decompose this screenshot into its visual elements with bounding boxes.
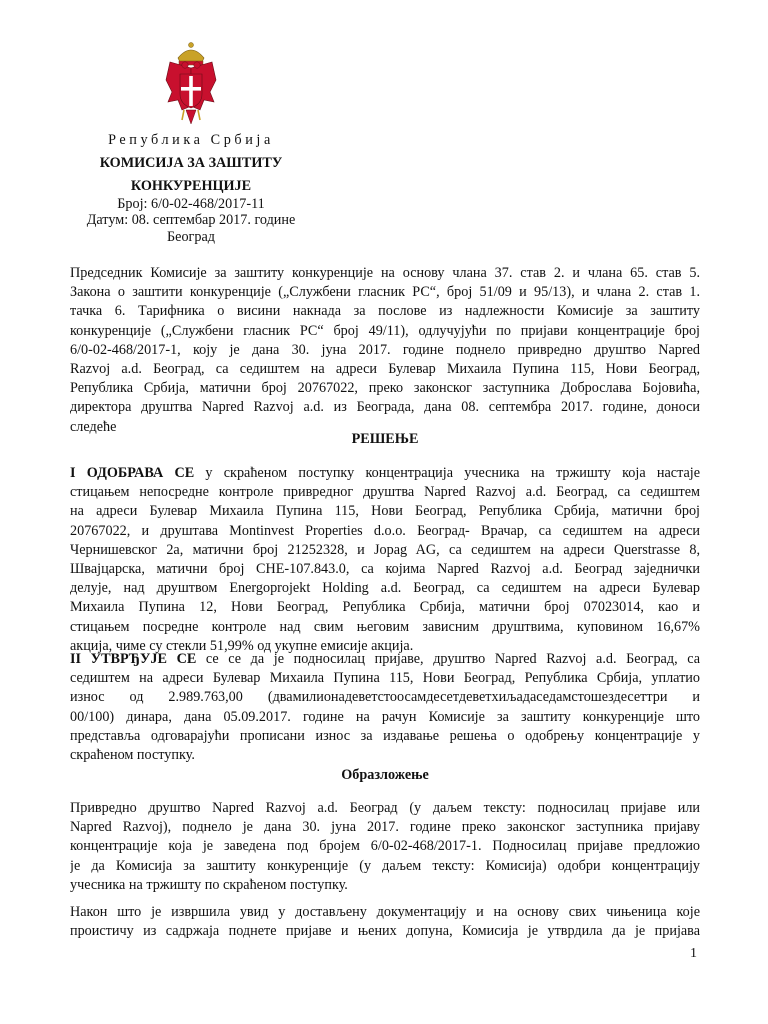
page-number: 1: [690, 946, 697, 961]
text-line: Након што је извршила увид у достављену документацију и на основу свих чињеница које: [70, 904, 700, 920]
section-one-first-line: у скраћеном поступку концентрација учесника на тржишту која настаје: [194, 465, 700, 481]
text-line: представља одговарајући прописани износ за издавање решења о одобрењу концентрације у: [70, 727, 700, 744]
text-line: следеће: [70, 418, 117, 435]
text-line: Михаила Пупина 12, Нови Београд, Република Србија, матични број 07023014, као и: [70, 599, 700, 616]
document-date: Датум: 08. септембар 2017. године: [86, 212, 296, 228]
text-line: акција, чиме су стекли 51,99% од укупне емисије акција.: [70, 637, 414, 654]
country-name: Република Србија: [108, 132, 274, 148]
text-line: Закона о заштити конкуренције („Службени гласник РС“, број 51/09 и 95/13), и члана 2. став 1.: [70, 284, 700, 301]
document-city: Београд: [167, 229, 215, 245]
text-line: делује, над друштвом Energoprojekt Holding a.d. Београд, са седиштем на адреси Булевар: [70, 580, 700, 597]
text-line: Председник Комисије за заштиту конкуренције на основу члана 37. став 2. и члана 65. став 5.: [70, 265, 700, 281]
text-line: скраћеном поступку.: [70, 746, 195, 763]
text-line: стицањем непосредне контроле привредног друштва Napred Razvoj a.d. Београд, са седиштем: [70, 484, 700, 501]
text-line: 6/0-02-468/2017-1, коју је дана 30. јуна 2017. године поднело привредно друштво Napred: [70, 341, 700, 358]
text-line: на адреси Булевар Михаила Пупина 115, Нови Београд, Република Србија, матични број: [70, 503, 700, 520]
intro-paragraph: [70, 264, 700, 437]
decision-heading: РЕШЕЊЕ: [351, 431, 419, 447]
text-line: Napred Razvoj), поднело је дана 30. јуна 2017. године преко законског заступника пријаву: [70, 819, 700, 836]
section-one-paragraph: [70, 464, 700, 656]
text-line: Razvoj a.d. Београд, са седиштем на адреси Булевар Михаила Пупина 115, Нови Београд,: [70, 360, 700, 377]
text-line: је да Комисија за заштиту конкуренције (у даљем тексту: Комисија) одобри концентрацију: [70, 857, 700, 874]
section-two-paragraph: [70, 650, 700, 765]
text-line: Република Србија, матични број 20767022, преко законског заступника Доброслава Бојовића,: [70, 380, 700, 397]
text-line: Швајцарска, матични број CHE-107.843.0, са којима Napred Razvoj a.d. Београд заједнички: [70, 560, 700, 577]
text-line: конкуренције („Службени гласник РС“ број 49/11), одлучујући по пријави концентрације број: [70, 322, 700, 339]
text-line: 00/100) динара, дана 05.09.2017. године на рачун Комисије за заштиту конкуренције што: [70, 708, 700, 725]
section-one-lead: I ОДОБРАВА СЕ: [70, 465, 195, 481]
text-line: Привредно друштво Napred Razvoj a.d. Београд (у даљем тексту: подносилац пријаве или: [70, 800, 700, 816]
text-line: стицањем посредне контроле над свим његовим зависним друштвима, куповином 16,67%: [70, 618, 700, 635]
commission-name-line1: КОМИСИЈА ЗА ЗАШТИТУ: [99, 155, 283, 171]
text-line: концентрације која је заведена под бројем 6/0-02-468/2017-1. Подносилац пријаве предложио: [70, 838, 700, 855]
section-two-first-line: се се да је подносилац пријаве, друштво Napred Razvoj a.d. Београд, са: [196, 651, 700, 667]
text-line: Чернишевског 2а, матични број 21252328, и Jopag AG, са седиштем на адреси Querstrasse 8,: [70, 541, 700, 558]
text-line: проистичу из садржаја поднете пријаве и њених допуна, Комисија је утврдила да је пријава: [70, 923, 700, 940]
section-two-lead: II УТВРЂУЈЕ СЕ: [70, 651, 197, 667]
text-line: директора друштва Napred Razvoj a.d. из Београда, дана 08. септембра 2017. године, доноси: [70, 399, 700, 416]
document-number: Број: 6/0-02-468/2017-11: [117, 196, 265, 212]
text-line: [70, 650, 700, 669]
text-line: седиштем на адреси Булевар Михаила Пупина 115, Нови Београд, Република Србија, уплатио: [70, 670, 700, 687]
text-line: тачка 6. Тарифника о висини накнада за послове из надлежности Комисије за заштиту: [70, 303, 700, 320]
commission-name-line2: КОНКУРЕНЦИЈЕ: [130, 178, 252, 194]
reasoning-paragraph-2: [70, 903, 700, 941]
text-line: учесника на тржишту по скраћеном поступку.: [70, 876, 348, 893]
text-line: [70, 464, 700, 483]
reasoning-paragraph-1: [70, 799, 700, 895]
text-line: 20767022, и друштава Montinvest Properties d.o.o. Београд- Врачар, са седиштем на адреси: [70, 522, 700, 539]
text-line: износ од 2.989.763,00 (двамилионадеветстоосамдесетдеветхиљадаседамстошездесеттри и: [70, 689, 700, 706]
serbian-coat-of-arms-icon: [164, 40, 218, 126]
reasoning-heading: Образложење: [341, 767, 429, 783]
